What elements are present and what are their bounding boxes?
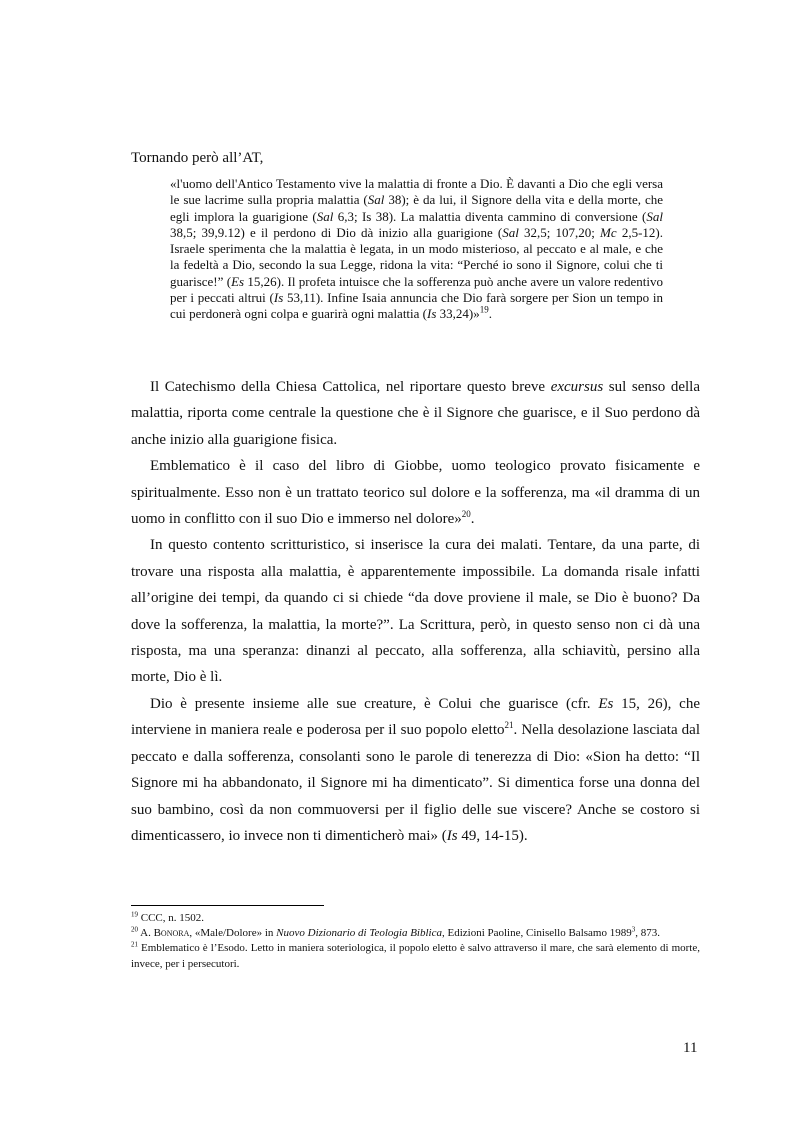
paragraph-4: Dio è presente insieme alle sue creature, è Colui che guarisce (cfr. Es 15, 26), che interviene in maniera reale e poderosa per il suo popolo eletto$^{21}$. Nella desolazione lasciata dal peccato e dalla sofferenza, consolanti sono le parole di tenerezza di Dio: «Sion ha detto: “Il Signore mi ha abbandonato, il Signore mi ha dimenticato”. Si dimentica forse una donna del suo bambino, così da non commuoversi per il figlio delle sue viscere? Anche se costoro si dimenticassero, io invece non ti dimenticherò mai» (Is 49, 14-15). bbox=[131, 695, 700, 844]
footnote-separator bbox=[131, 905, 324, 906]
page-number: 11 bbox=[683, 1040, 698, 1056]
paragraph-1: Il Catechismo della Chiesa Cattolica, nel riportare questo breve excursus sul senso della malattia, riporta come centrale la questione che è il Signore che guarisce, e il Suo perdono dà anche inizio alla guarigione fisica. bbox=[131, 379, 700, 448]
block-quote: «l'uomo dell'Antico Testamento vive la malattia di fronte a Dio. È davanti a Dio che egli versa le sue lacrime sulla propria malattia (Sal 38); è da lui, il Signore della vita e della morte, che egli implora la guarigione (Sal 6,3; Is 38). La malattia diventa cammino di conversione (Sal 38,5; 39,9.12) e il perdono di Dio dà inizio alla guarigione (Sal 32,5; 107,20; Mc 2,5-12). Israele sperimenta che la malattia è legata, in un modo misterioso, al peccato e al male, e che la fedeltà a Dio, secondo la sua Legge, ridona la vita: “Perché io sono il Signore, colui che ti guarisce!” (Es 15,26). Il profeta intuisce che la sofferenza può anche avere un valore redentivo per i peccati altrui (Is 53,11). Infine Isaia annuncia che Dio farà sorgere per Sion un tempo in cui perdonerà ogni colpa e guarirà ogni malattia (Is 33,24)»$^{19}$. bbox=[170, 176, 664, 322]
paragraph-2: Emblematico è il caso del libro di Giobbe, uomo teologico provato fisicamente e spiritualmente. Esso non è un trattato teorico sul dolore e la sofferenza, ma «il dramma di un uomo in conflitto con il suo Dio e immerso nel dolore»$^{20}$. bbox=[131, 458, 700, 528]
paragraph-3: In questo contento scritturistico, si inserisce la cura dei malati. Tentare, da una parte, di trovare una risposta alla malattia, è apparentemente impossibile. La domanda risale infatti all’origine dei tempi, da quando ci si chiede “da dove proviene il male, se Dio è buono? Da dove la sofferenza, la malattia, la morte?”. La Scrittura, però, in questo senso non ci dà una risposta, ma una speranza: dinanzi al peccato, alla sofferenza, alla schiavitù, persino alla morte, Dio è lì. bbox=[131, 537, 700, 686]
footnote-20: $^{20}$ A. Bonora, «Male/Dolore» in Nuovo Dizionario di Teologia Biblica, Edizioni Paoline, Cinisello Balsamo 1989$^3$, 873. bbox=[131, 925, 660, 940]
footnote-ref-21[interactable]: 21 bbox=[504, 720, 514, 731]
footnote-21: $^{21}$ Emblematico è l’Esodo. Letto in maniera soteriologica, il popolo eletto è salvo attraverso il mare, che sarà elemento di morte, invece, per i persecutori. bbox=[131, 940, 700, 970]
footnote-ref-19[interactable]: 19 bbox=[479, 305, 489, 316]
body-text bbox=[131, 374, 700, 849]
footnote-ref-20[interactable]: 20 bbox=[461, 509, 471, 520]
footnote-19: $^{19}$ CCC, n. 1502. bbox=[131, 910, 205, 924]
footnotes bbox=[131, 911, 700, 972]
intro-line: Tornando però all’AT, bbox=[131, 150, 264, 166]
